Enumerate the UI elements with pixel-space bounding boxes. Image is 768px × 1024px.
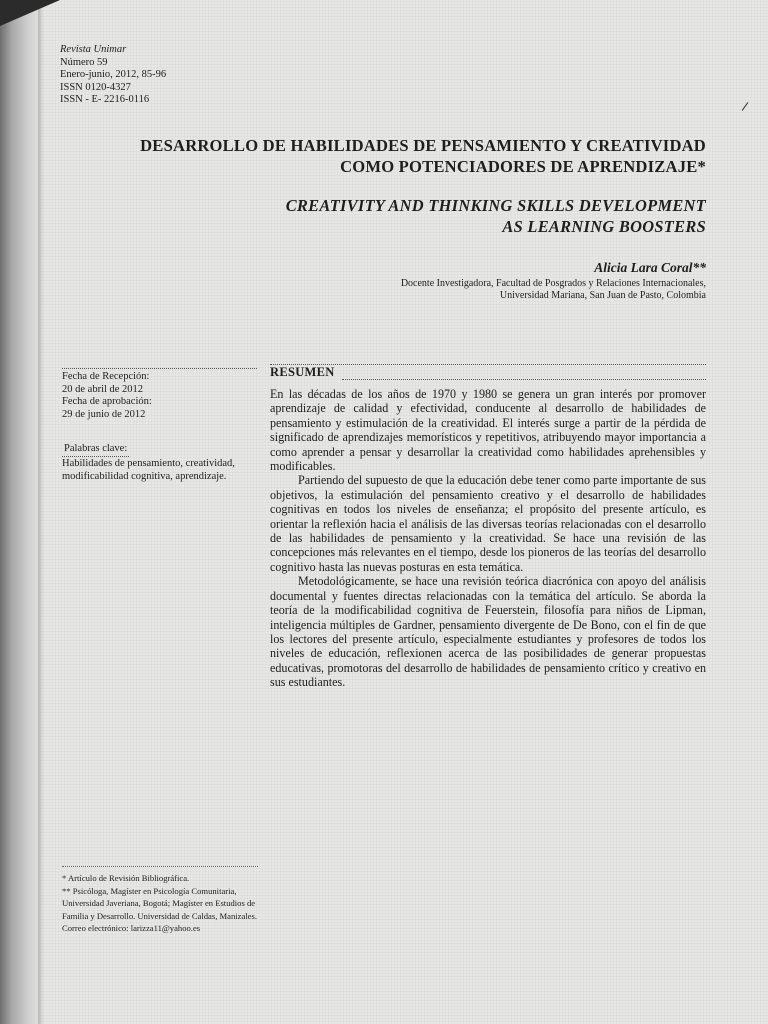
article-sidebar bbox=[62, 368, 257, 483]
author-affiliation bbox=[286, 278, 706, 303]
article-dates bbox=[62, 371, 257, 421]
approval-date: 29 de junio de 2012 bbox=[62, 408, 146, 420]
abstract-heading: RESUMEN bbox=[270, 365, 335, 379]
abstract-section bbox=[270, 364, 706, 690]
keywords-heading bbox=[62, 443, 257, 457]
title-line-2: COMO POTENCIADORES DE APRENDIZAJE* bbox=[340, 156, 706, 176]
approval-label: Fecha de aprobación: bbox=[62, 396, 152, 408]
title-line-1: DESARROLLO DE HABILIDADES DE PENSAMIENTO Y CREATIVIDAD bbox=[140, 136, 706, 155]
issue-number: Número 59 bbox=[60, 56, 108, 68]
abstract-heading-rule bbox=[342, 379, 706, 380]
margin-pencil-mark bbox=[742, 102, 749, 111]
keywords-list: Habilidades de pensamiento, creatividad, modificabilidad cognitiva, aprendizaje. bbox=[62, 457, 235, 482]
footnotes bbox=[62, 866, 258, 935]
reception-label: Fecha de Recepción: bbox=[62, 371, 150, 382]
abstract-body bbox=[270, 387, 706, 690]
issn: ISSN 0120-4327 bbox=[60, 81, 131, 93]
subtitle-line-1: CREATIVITY AND THINKING SKILLS DEVELOPMENT bbox=[285, 196, 706, 215]
footnote-1: * Artículo de Revisión Bibliográfica. bbox=[62, 873, 190, 883]
affiliation-line-2: Universidad Mariana, San Juan de Pasto, Colombia bbox=[499, 290, 706, 302]
journal-header bbox=[60, 44, 166, 107]
reception-date: 20 de abril de 2012 bbox=[62, 383, 144, 395]
abstract-paragraph-3: Metodológicamente, se hace una revisión teórica diacrónica con apoyo del análisis documental y fuentes directas relacionadas con la temática del artículo. Se aborda la teoría de la modificabilidad cognitiva de Feuerstein, filosofía para niños de Lipman, inteligencia múltiples de Gardner, pensamiento divergente de De Bono, con el fin de que los lectores del presente artículo, especialmente estudiantes y profesores de todos los niveles de educación, reflexionen acerca de las posibilidades de generar propuestas educativas, promotoras del desarrollo de habilidades de pensamiento crítico y creativo en sus estudiantes. bbox=[270, 574, 706, 690]
abstract-heading-bar bbox=[270, 364, 706, 381]
article-subtitle-english bbox=[180, 196, 706, 237]
abstract-paragraph-2: Partiendo del supuesto de que la educación debe tener como parte importante de sus objetivos, la estimulación del pensamiento creativo y el desarrollo de habilidades cognitivas en todos los niveles de enseñanza; el propósito del presente artículo, es orientar la reflexión hacia el análisis de las diversas teorías relacionadas con el desarrollo de las habilidades de pensamiento y la creatividad. Se hace una revisión de las concepciones más relevantes en el tiempo, desde los pioneros de las teorías del desarrollo cognitivo hasta las nuevas posturas en esta temática. bbox=[270, 473, 706, 574]
author-name: Alicia Lara Coral** bbox=[594, 260, 706, 275]
book-spine-shadow bbox=[0, 0, 40, 1024]
article-title bbox=[80, 136, 706, 177]
abstract-paragraph-1: En las décadas de los años de 1970 y 1980 se genera un gran interés por promover aprendizaje de calidad y efectividad, conducente al desarrollo de habilidades de pensamiento y estimulación de la creatividad. El interés surge a partir de la pérdida de significado de aprendizajes memorísticos y repetitivos, atribuyendo mayor importancia a como aprender a pensar y desarrollar la creatividad como habilidades aprehensibles y modificables. bbox=[270, 387, 706, 474]
issn-electronic: ISSN - E- 2216-0116 bbox=[60, 94, 150, 105]
keywords-label: Palabras clave: bbox=[62, 443, 129, 457]
issue-dates: Enero-junio, 2012, 85-96 bbox=[60, 69, 167, 80]
footnote-2: ** Psicóloga, Magíster en Psicología Comunitaria, Universidad Javeriana, Bogotá; Magíster en Estudios de Familia y Desarrollo. Universidad de Caldas, Manizales. Correo electrónico: larizza11@yahoo.es bbox=[62, 885, 257, 934]
journal-name: Revista Unimar bbox=[60, 44, 127, 55]
page-corner-mark bbox=[0, 0, 60, 26]
sidebar-rule bbox=[62, 368, 257, 369]
subtitle-line-2: AS LEARNING BOOSTERS bbox=[502, 216, 706, 236]
spine-edge-shadow bbox=[38, 0, 44, 1024]
footnote-rule bbox=[62, 866, 258, 867]
affiliation-line-1: Docente Investigadora, Facultad de Posgrados y Relaciones Internacionales, bbox=[400, 278, 706, 289]
